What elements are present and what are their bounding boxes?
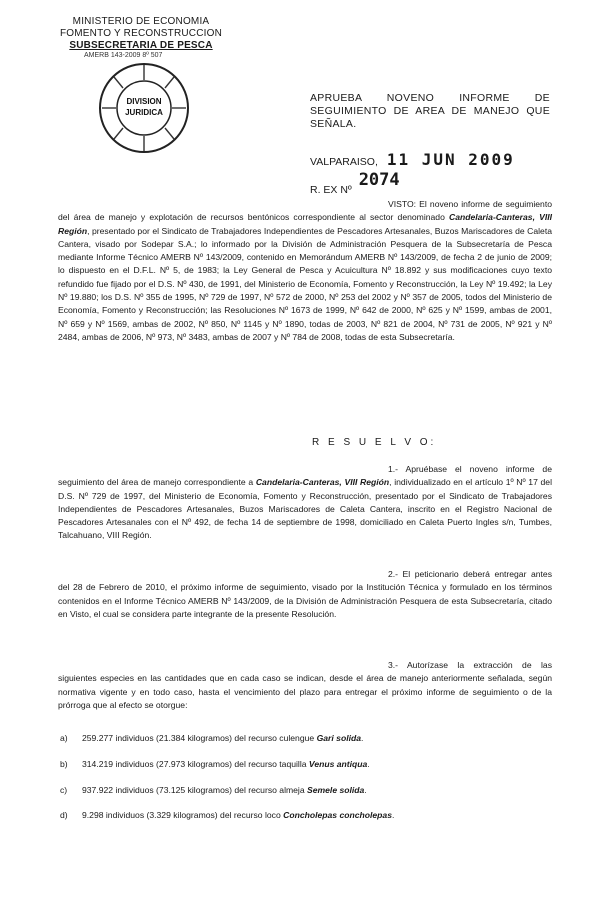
article-2-text: 2.- El peticionario deberá entregar antes del 28 de Febrero de 2010, el próximo informe de seguimiento, visado por la Institución Técnica y formulado en los términos contenidos en el Informe Técnico AMERB Nº 143/2009, de la División de Administración Pesquera de esta Subsecretaría, citado en Visto, el cual se considera parte integrante de la presente Resolución. xyxy=(58,569,552,619)
letterhead-reference: AMERB 143-2009 8º 507 xyxy=(84,52,163,59)
list-item-text: 9.298 individuos (3.329 kilogramos) del recurso loco xyxy=(82,810,281,820)
letterhead-ministry: MINISTERIO DE ECONOMIA xyxy=(72,16,210,27)
division-juridica-stamp xyxy=(96,60,192,156)
list-item-end: . xyxy=(392,810,395,820)
list-item-text: 314.219 individuos (27.973 kilogramos) del recurso taquilla xyxy=(82,759,307,769)
visto-paragraph xyxy=(58,198,552,344)
article-1-text-a: 1.- Apruébase el noveno informe de seguimiento del área de manejo correspondiente a xyxy=(58,464,552,488)
article-3-text: 3.- Autorízase la extracción de las siguientes especies en las cantidades que en cada caso se indican, desde el área de manejo anteriormente señalada, según normativa vigente y en todo caso, hasta el vencimiento del plazo para entregar el próximo informe de seguimiento o de la prórroga que al efecto se otorgue: xyxy=(58,660,552,710)
list-item-end: . xyxy=(367,759,370,769)
list-item-letter: a) xyxy=(60,733,68,743)
list-item-species: Semele solida xyxy=(307,785,365,795)
resolution-article-2 xyxy=(58,568,552,621)
article-1-text-b: , individualizado en el artículo 1º Nº 17 del D.S. Nº 729 de 1997, del Ministerio de Economía, Fomento y Reconstrucción, presentado por el Sindicato de Trabajadores Independientes de Pescadores Artesanales, Buzos Mariscadores de Caleta Cantera, inscrito en el Registro Nacional de Pescadores Artesanales con el Nº 492, de fecha 14 de septiembre de 1998, domiciliado en Caleta Puerto Ingles s/n, Tumbes, Talcahuano, VIII Región. xyxy=(58,477,552,541)
list-item-species: Gari solida xyxy=(316,733,361,743)
stamp-label-juridica: JURIDICA xyxy=(125,108,163,117)
visto-text-a: El noveno informe de seguimiento del área de manejo y explotación de recursos bentónicos correspondiente al sector denominado xyxy=(58,199,552,223)
list-item-text: 937.922 individuos (73.125 kilogramos) del recurso almeja xyxy=(82,785,305,795)
dateline xyxy=(310,150,515,169)
visto-sector: Candelaria-Canteras, VIII Región xyxy=(58,212,552,236)
article-1-sector: Candelaria-Canteras, VIII Región xyxy=(255,477,390,488)
dateline-date-stamp: 11 JUN 2009 xyxy=(386,150,515,169)
list-item xyxy=(60,785,367,795)
resuelvo-heading: R E S U E L V O: xyxy=(312,437,437,448)
visto-label: VISTO: xyxy=(388,199,417,209)
list-item-species: Venus antiqua xyxy=(308,759,368,769)
resolution-number: 2074 xyxy=(358,170,400,190)
list-item-end: . xyxy=(364,785,367,795)
resolution-article-3 xyxy=(58,659,552,712)
list-item-end: . xyxy=(361,733,364,743)
list-item-species: Concholepas concholepas xyxy=(283,810,392,820)
visto-text-b: , presentado por el Sindicato de Trabajadores Independientes de Pescadores Artesanales, Buzos Mariscadores de Caleta Cantera, visado por Sodepar S.A.; lo informado por la División de Administración Pesquera de la Subsecretaría de Pesca mediante Informe Técnico AMERB Nº 143/2009, contenido en Memorándum AMERB Nº 143/2009, de fecha 2 de junio de 2009; lo dispuesto en el D.F.L. Nº 5, de 1983; la Ley General de Pesca y Acuicultura Nº 18.892 y sus modificaciones cuyo texto refundido fue fijado por el D.S. Nº 430, de 1991, del Ministerio de Economía, Fomento y Reconstrucción, la Ley Nº 19.492; la Ley Nº 19.880; los D.S. Nº 355 de 1995, Nº 729 de 1997, Nº 572 de 2000, Nº 253 del 2002 y Nº 357 de 2005, todos del Ministerio de Economía, Fomento y Reconstrucción; las Resoluciones Nº 1673 de 1999, Nº 642 de 2000, Nº 625 y Nº 1599, ambas de 2001, Nº 659 y Nº 1569, ambas de 2002, Nº 850, Nº 1145 y Nº 1890, todas de 2003, Nº 821 de 2004, Nº 731 de 2005, Nº 921 y Nº 2484, ambas de 2006, Nº 973, Nº 3483, ambas de 2007 y Nº 784 de 2008, todas de esta Subsecretaría. xyxy=(58,225,552,342)
stamp-label-division: DIVISION xyxy=(126,97,162,106)
letterhead-subsecretaria: SUBSECRETARIA DE PESCA xyxy=(69,40,213,51)
list-item-text: 259.277 individuos (21.384 kilogramos) del recurso culengue xyxy=(82,733,315,743)
letterhead-ministry-sub: FOMENTO Y RECONSTRUCCION xyxy=(59,28,223,39)
resolution-article-1 xyxy=(58,463,552,543)
summary-line-3: SEÑALA. xyxy=(310,118,357,130)
resolution-summary xyxy=(310,92,550,131)
dateline-city: VALPARAISO, xyxy=(310,156,378,168)
list-item-letter: c) xyxy=(60,785,68,795)
list-item xyxy=(60,810,394,820)
summary-line-1: APRUEBA NOVENO INFORME DE xyxy=(310,92,550,104)
list-item-letter: d) xyxy=(60,810,68,820)
list-item xyxy=(60,733,363,743)
resolution-label: R. EX Nº xyxy=(310,184,352,196)
list-item xyxy=(60,759,370,769)
summary-line-2: SEGUIMIENTO DE AREA DE MANEJO QUE xyxy=(310,105,550,117)
resolution-number-line xyxy=(310,170,400,198)
letterhead xyxy=(56,16,226,52)
list-item-letter: b) xyxy=(60,759,68,769)
